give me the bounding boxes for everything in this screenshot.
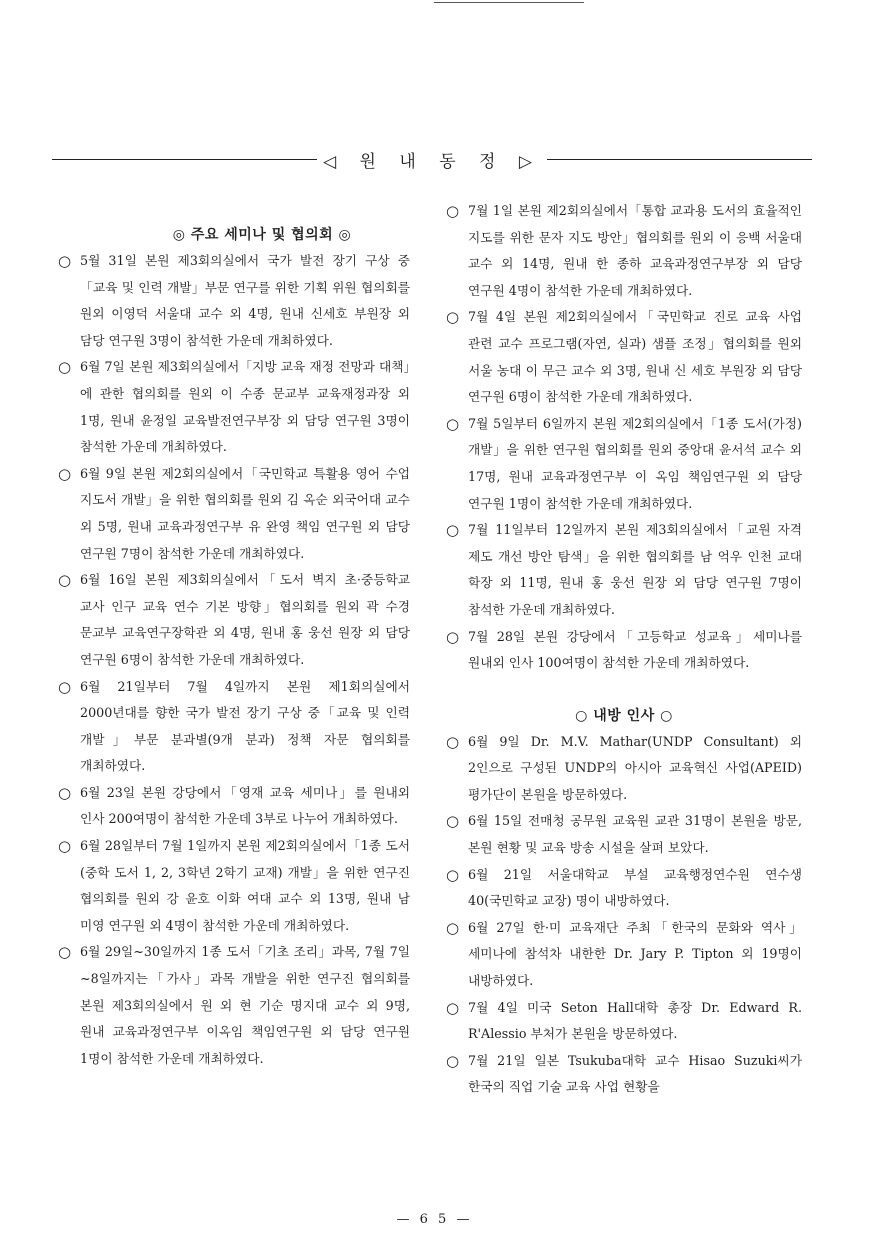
item-text: 6월 9일 본원 제2회의실에서「국민학교 특활용 영어 수업 지도서 개발」을 위한 협의회를 원외 김 옥순 외국어대 교수 외 5명, 원내 교육과정연구부 유 완영 책임 연구원 외 담당 연구원 7명이 참석한 가운데 개최하였다. [80,465,410,561]
bullet-icon: ○ [446,414,460,433]
item-text: 6월 15일 전매청 공무원 교육원 교관 31명이 본원을 방문, 본원 현황 및 교육 방송 시설을 살펴 보았다. [468,813,802,856]
top-rule [434,2,584,3]
item-text: 7월 28일 본원 강당에서「고등학교 성교육」세미나를 원내외 인사 100여명이 참석한 가운데 개최하였다. [468,628,802,671]
bullet-icon: ○ [58,783,72,802]
seminar-item [446,624,802,677]
bullet-icon: ○ [58,943,72,962]
bullet-icon: ○ [446,732,460,751]
item-text: 7월 5일부터 6일까지 본원 제2회의실에서「1종 도서(가정) 개발」을 위한 연구원 협의회를 원외 중앙대 윤서석 교수 외 17명, 원내 교육과정연구부 이 옥임 책임연구원 외 담당 연구원 1명이 참석한 가운데 개최하였다. [468,415,802,511]
visitor-item [446,862,802,915]
bullet-icon: ○ [58,358,72,377]
bullet-icon: ○ [446,998,460,1017]
item-text: 6월 21일부터 7월 4일까지 본원 제1회의실에서 2000년대를 향한 국가 발전 장기 구상 중「교육 및 인력 개발」부문 분과별(9개 분과) 정책 자문 협의회를 개최하였다. [80,678,410,774]
visitor-item [446,915,802,995]
bullet-icon: ○ [446,865,460,884]
seminar-item [58,674,410,780]
item-text: 7월 4일 미국 Seton Hall대학 총장 Dr. Edward R. R'Alessio 부처가 본원을 방문하였다. [468,999,802,1042]
bullet-icon: ○ [58,252,72,270]
item-text: 7월 4일 본원 제2회의실에서「국민학교 진로 교육 사업 관련 교수 프로그램(자연, 실과) 샘플 조정」협의회를 원외 서울 농대 이 무근 교수 외 3명, 원내 신 세호 부원장 외 담당 연구원 6명이 참석한 가운데 개최하였다. [468,309,802,405]
visitor-item [446,995,802,1048]
bullet-icon: ○ [446,1051,460,1070]
item-text: 6월 16일 본원 제3회의실에서「도서 벽지 초·중등학교 교사 인구 교육 연수 기본 방향」협의회를 원외 곽 수경 문교부 교육연구장학관 외 4명, 원내 홍 웅선 원장 외 담당 연구원 6명이 참석한 가운데 개최하였다. [80,572,410,667]
item-text: 6월 23일 본원 강당에서「영재 교육 세미나」를 원내외 인사 200여명이 참석한 가운데 3부로 나누어 개최하였다. [80,784,410,827]
seminar-item [58,833,410,939]
visitor-list [446,729,802,1101]
seminar-item [58,780,410,833]
item-text: 6월 9일 Dr. M.V. Mathar(UNDP Consultant) 외 2인으로 구성된 UNDP의 아시아 교육혁신 사업(APEID) 평가단이 본원을 방문하였다. [468,733,802,802]
item-text: 7월 1일 본원 제2회의실에서「통합 교과용 도서의 효율적인 지도를 위한 문자 지도 방안」협의회를 원외 이 응백 서울대 교수 외 14명, 원내 한 종하 교육과정연구부장 외 담당 연구원 4명이 참석한 가운데 개최하였다. [468,203,802,298]
item-text: 5월 31일 본원 제3회의실에서 국가 발전 장기 구상 중「교육 및 인력 개발」부문 연구를 위한 기획 위원 협의회를 원외 이영덕 서울대 교수 외 4명, 원내 신세호 부원장 외 담당 연구원 3명이 참석한 가운데 개최하였다. [80,253,410,348]
right-column [446,198,802,1101]
bullet-icon: ○ [446,521,460,540]
bullet-icon: ○ [58,837,72,856]
seminar-item [446,411,802,517]
header-title: ◁ 원 내 동 정 ▷ [323,151,541,172]
seminars-title: ◎ 주요 세미나 및 협의회 ◎ [172,227,352,243]
header-rule-right [547,159,812,160]
seminar-item [58,939,410,1072]
page-number: — 6 5 — [396,1212,473,1227]
bullet-icon: ○ [446,627,460,646]
seminar-item [58,354,410,460]
item-text: 6월 28일부터 7월 1일까지 본원 제2회의실에서「1종 도서(중학 도서 1, 2, 3학년 2학기 교재) 개발」을 위한 연구진 협의회를 원외 강 윤호 이화 여대 교수 외 13명, 원내 남 미영 연구원 외 4명이 참석한 가운데 개최하였다. [80,838,410,933]
seminar-item [446,517,802,623]
seminar-item [58,567,410,673]
item-text: 6월 7일 본원 제3회의실에서「지방 교육 재정 전망과 대책」에 관한 협의회를 원외 이 수종 문교부 교육재정과장 외 1명, 원내 윤정일 교육발전연구부장 외 담당 연구원 3명이 참석한 가운데 개최하였다. [80,359,410,455]
item-text: 6월 27일 한·미 교육재단 주최「한국의 문화와 역사」세미나에 참석차 내한한 Dr. Jary P. Tipton 외 19명이 내방하였다. [468,919,802,989]
seminar-list-right [446,198,802,677]
bullet-icon: ○ [446,202,460,220]
visitor-item [446,808,802,861]
left-column [58,224,410,1072]
header-rule-left [52,159,317,160]
bullet-icon: ○ [58,677,72,696]
item-text: 6월 29일~30일까지 1종 도서「기초 조리」과목, 7월 7일~8일까지는「가사」과목 개발을 위한 연구진 협의회를 본원 제3회의실에서 원 외 현 기순 명지대 교수 외 9명, 원내 교육과정연구부 이옥임 책임연구원 외 담당 연구원 1명이 참석한 가운데 개최하였다. [80,944,410,1066]
visitor-item [446,729,802,809]
bullet-icon: ○ [446,308,460,327]
item-text: 6월 21일 서울대학교 부설 교육행정연수원 연수생 40(국민학교 교장) 명이 내방하였다. [468,866,802,909]
bullet-icon: ○ [446,812,460,831]
item-text: 7월 21일 일본 Tsukuba대학 교수 Hisao Suzuki씨가 한국의 직업 기술 교육 사업 현황을 [468,1052,802,1095]
visitor-item [446,1048,802,1101]
bullet-icon: ○ [446,918,460,937]
visitors-title: ○ 내방 인사 ○ [575,707,673,724]
seminar-list-left [58,248,410,1072]
bullet-icon: ○ [58,571,72,590]
item-text: 7월 11일부터 12일까지 본원 제3회의실에서「교원 자격 제도 개선 방안 탐색」을 위한 협의회를 남 억우 인천 교대 학장 외 11명, 원내 홍 웅선 원장 외 담당 연구원 7명이 참석한 가운데 개최하였다. [468,522,802,617]
seminar-item [446,198,802,304]
section-header [52,146,812,172]
seminar-item [58,461,410,567]
seminar-item [58,248,410,354]
section-gap [446,677,802,705]
seminar-item [446,304,802,410]
bullet-icon: ○ [58,464,72,483]
